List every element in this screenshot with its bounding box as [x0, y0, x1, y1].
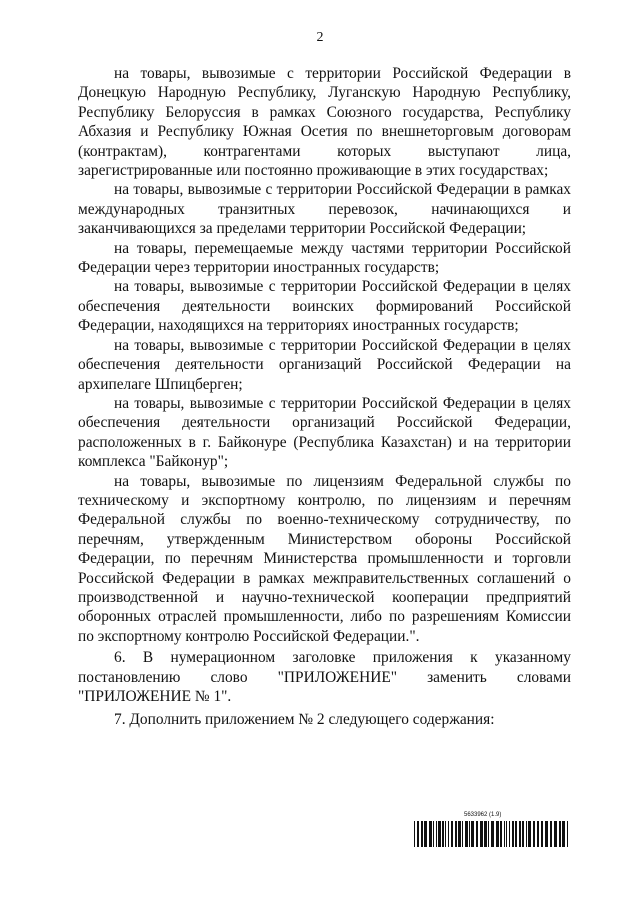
barcode-icon [414, 821, 568, 847]
paragraph-spitsbergen: на товары, вывозимые с территории Российской Федерации в целях обеспечения деятельности организаций Российской Федерации на архипелаге Шпицберген; [78, 336, 571, 393]
paragraph-transit: на товары, вывозимые с территории Российской Федерации в рамках международных транзитных перевозок, начинающихся и заканчивающихся за пределами территории Российской Федерации; [78, 181, 571, 238]
paragraph-exports-friendly-states: на товары, вывозимые с территории Российской Федерации в Донецкую Народную Республику, Луганскую Народную Республику, Республику Белоруссия в рамках Союзного государства, Республику Абхазия и Республику Южная Осетия по внешнеторговым договорам (контрактам), контрагентами которых выступают лица, зарегистрированные или постоянно проживающие в этих государствах; [78, 65, 571, 180]
paragraph-item-6: 6. В нумерационном заголовке приложения к указанному постановлению слово "ПРИЛОЖЕНИЕ" заменить словами "ПРИЛОЖЕНИЕ № 1". [78, 649, 571, 705]
paragraph-baikonur: на товары, вывозимые с территории Российской Федерации в целях обеспечения деятельности организаций Российской Федерации, расположенных в г. Байконуре (Республика Казахстан) и на территории комплекса "Байконур"; [78, 394, 571, 471]
barcode-block [414, 812, 568, 852]
paragraph-between-territories: на товары, перемещаемые между частями территории Российской Федерации через территории иностранных государств; [78, 239, 571, 277]
document-body [78, 64, 571, 730]
paragraph-military-formations: на товары, вывозимые с территории Российской Федерации в целях обеспечения деятельности воинских формирований Российской Федерации, находящихся на территориях иностранных государств; [78, 278, 571, 335]
barcode-code: 5633962 (1.9) [464, 812, 502, 818]
paragraph-licenses: на товары, вывозимые по лицензиям Федеральной службы по техническому и экспортному контролю, по лицензиям и перечням Федеральной службы по военно-техническому сотрудничеству, по перечням, утвержденным Министерством обороны Российской Федерации, по перечням Министерства промышленности и торговли Российской Федерации в рамках межправительственных соглашений о производственной и научно-технической кооперации предприятий оборонных отраслей промышленности, либо по разрешениям Комиссии по экспортному контролю Российской Федерации.". [78, 472, 571, 645]
page-number: 2 [316, 30, 324, 45]
paragraph-item-7: 7. Дополнить приложением № 2 следующего содержания: [114, 711, 495, 729]
